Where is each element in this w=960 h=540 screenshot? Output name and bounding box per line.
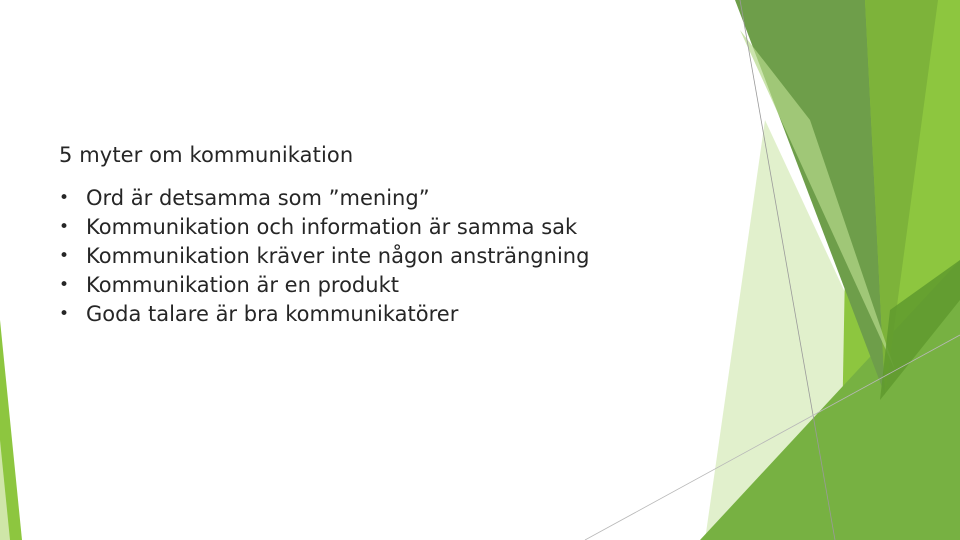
bullet-icon: •: [59, 304, 70, 324]
bullet-text: Kommunikation kräver inte någon ansträngning: [86, 244, 590, 268]
bullet-text: Ord är detsamma som ”mening”: [86, 186, 430, 210]
bullet-icon: •: [59, 246, 70, 266]
bullet-text: Kommunikation och information är samma sak: [86, 215, 578, 239]
slide-title: 5 myter om kommunikation: [59, 143, 354, 167]
bullet-list: [59, 184, 719, 329]
bullet-item: [59, 213, 719, 242]
bullet-icon: •: [59, 217, 70, 237]
bullet-icon: •: [59, 275, 70, 295]
bullet-icon: •: [59, 188, 70, 208]
bullet-text: Goda talare är bra kommunikatörer: [86, 302, 459, 326]
bullet-item: [59, 271, 719, 300]
bullet-item: [59, 242, 719, 271]
bullet-item: [59, 300, 719, 329]
bullet-text: Kommunikation är en produkt: [86, 273, 399, 297]
bullet-item: [59, 184, 719, 213]
slide-content: [59, 140, 719, 329]
